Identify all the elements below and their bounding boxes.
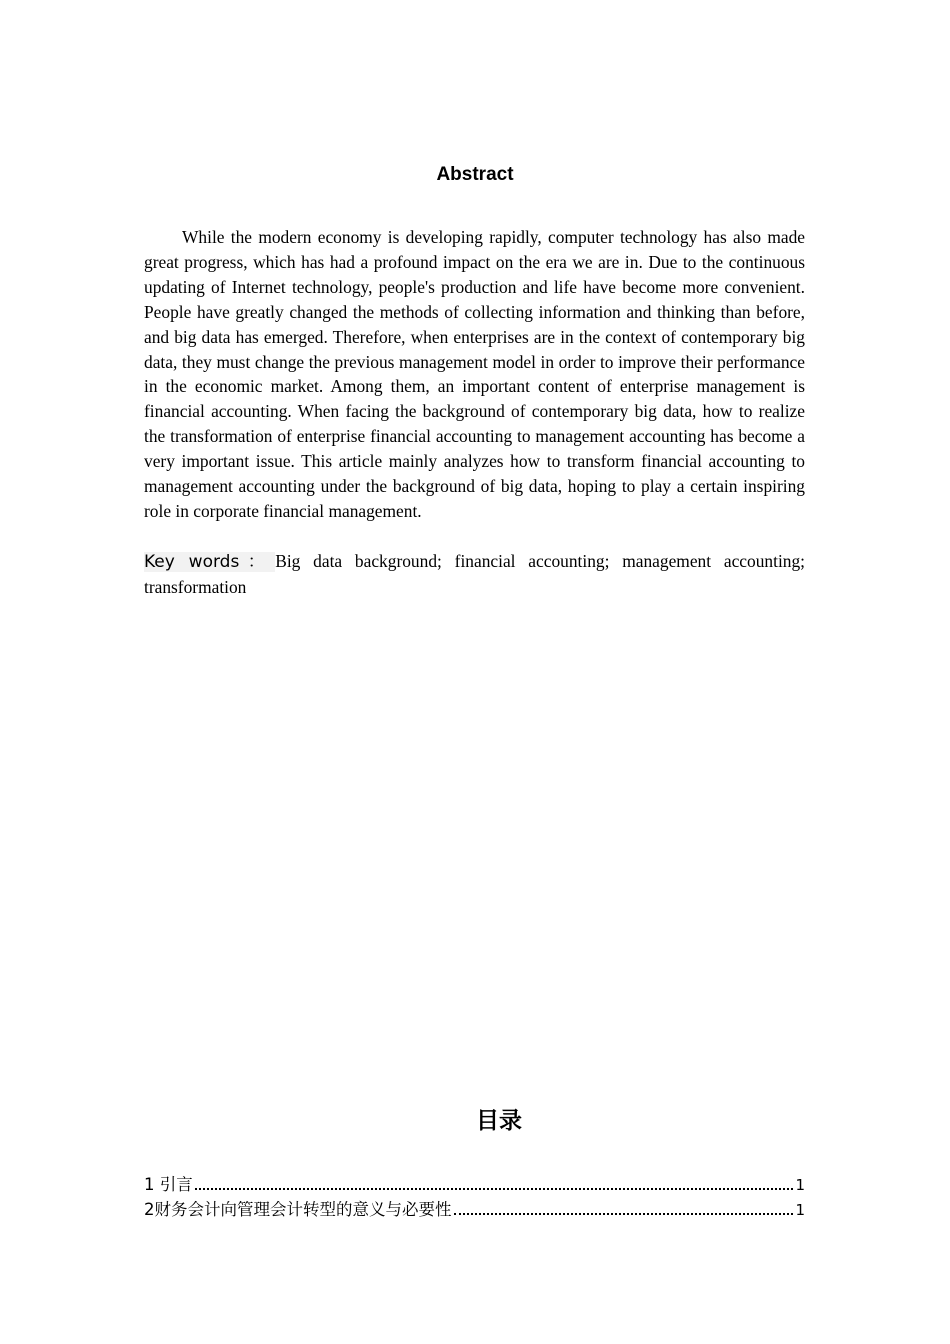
keywords-line [144,549,805,600]
keywords-label: Key words： [144,552,274,572]
toc-dot-leader [195,1188,794,1190]
toc-heading: 目录 [476,1108,522,1134]
toc-entry-introduction[interactable] [144,1172,805,1197]
abstract-heading: Abstract [436,164,514,185]
table-of-contents [144,1172,805,1222]
toc-entry-title: 2财务会计向管理会计转型的意义与必要性 [144,1200,452,1219]
toc-entry-significance[interactable] [144,1197,805,1222]
abstract-paragraph: While the modern economy is developing rapidly, computer technology has also made great progress, which has had a profound impact on the era we are in. Due to the continuous updating of Internet technology, people's production and life have become more convenient. People have greatly changed the methods of collecting information and thinking than before, and big data has emerged. Therefore, when enterprises are in the context of contemporary big data, they must change the previous management model in order to improve their performance in the economic market. Among them, an important content of enterprise management is financial accounting. When facing the background of contemporary big data, how to realize the transformation of enterprise financial accounting to management accounting has become a very important issue. This article mainly analyzes how to transform financial accounting to management accounting under the background of big data, hoping to play a certain inspiring role in corporate financial management. [144,227,805,521]
toc-entry-page: 1 [795,1176,805,1194]
toc-dot-leader [454,1213,794,1215]
keywords-text: Big data background; financial accounting; management accounting; transformation [144,551,805,597]
toc-entry-title: 1 引言 [144,1175,193,1194]
toc-entry-page: 1 [795,1201,805,1219]
